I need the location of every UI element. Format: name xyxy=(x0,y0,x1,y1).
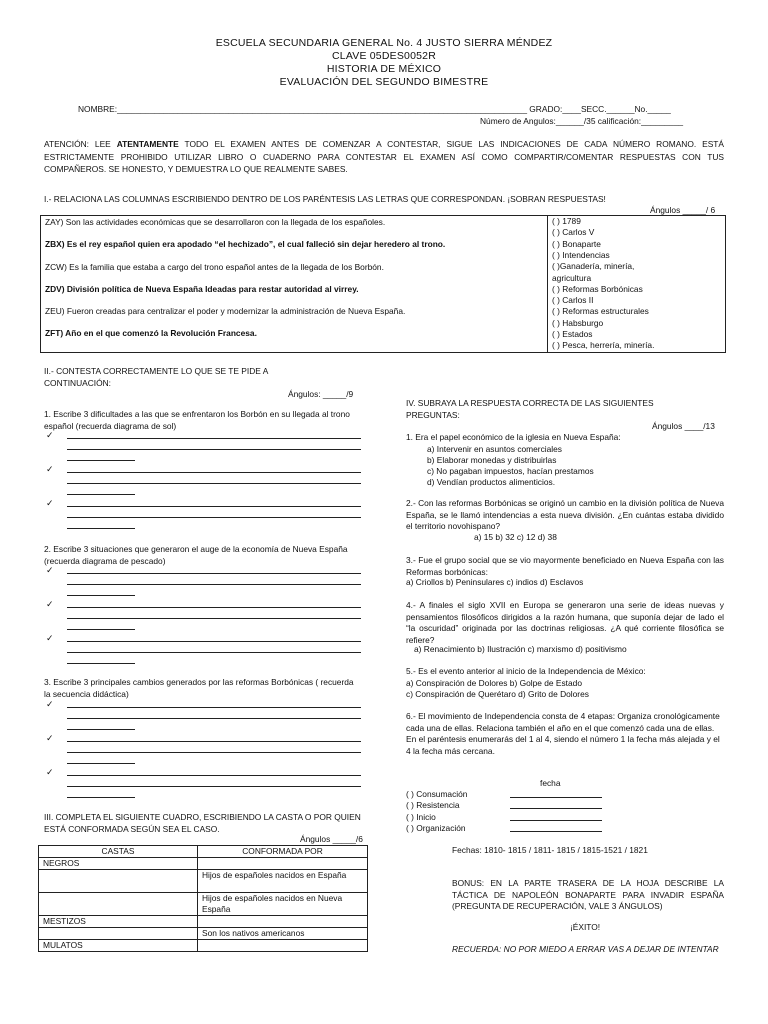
section2-question-3: 3. Escribe 3 principales cambios generados por las reformas Borbónicas ( recuerda la secuencia didáctica) xyxy=(44,677,354,699)
answer-line[interactable] xyxy=(67,595,135,596)
exam-title: EVALUACIÓN DEL SEGUNDO BIMESTRE xyxy=(279,76,489,88)
q1-option: a) Intervenir en asuntos comerciales xyxy=(427,444,562,454)
answer-line[interactable] xyxy=(67,786,361,787)
check-icon: ✓ xyxy=(46,464,54,474)
q1-option: d) Vendían productos alimenticios. xyxy=(427,477,556,487)
section4-question-3: 3.- Fue el grupo social que se vio mayormente beneficiado en Nueva España con las Reformas borbónicas: xyxy=(406,555,724,577)
name-grade-line: NOMBRE:________________________________________________________________________________________ GRADO:____SECC.______No._____ xyxy=(78,104,671,114)
conformada-cell: Hijos de españoles nacidos en España xyxy=(198,870,368,893)
conformada-cell xyxy=(198,940,368,952)
answer-line[interactable] xyxy=(67,528,135,529)
check-icon: ✓ xyxy=(46,733,54,743)
section4-question-5: 5.- Es el evento anterior al inicio de la Independencia de México: xyxy=(406,666,646,676)
section4-question-6: 6.- El movimiento de Independencia consta de 4 etapas: Organiza cronológicamente cada una de ellas. Relaciona también el año en el que comenzó cada una de ellas. En el paréntesis enumerarás del 1 al 4, siendo el número 1 la fecha más alejada y el 4 la fecha más cercana. xyxy=(406,711,720,756)
subject-title: HISTORIA DE MÉXICO xyxy=(326,63,442,75)
q4-options: a) Renacimiento b) Ilustración c) marxismo d) positivismo xyxy=(414,644,627,654)
matching-item: ZAY) Son las actividades económicas que se desarrollaron con la llegada de los españoles. xyxy=(45,217,386,227)
casta-cell: NEGROS xyxy=(39,858,198,870)
q5-options-a: a) Conspiración de Dolores b) Golpe de Estado xyxy=(406,678,582,688)
matching-item: ZCW) Es la familia que estaba a cargo del trono español antes de la llegada de los Borbón. xyxy=(45,262,384,272)
section2-title: II.- CONTESTA CORRECTAMENTE LO QUE SE TE PIDE A CONTINUACIÓN: xyxy=(44,366,268,388)
section2-question-2: 2. Escribe 3 situaciones que generaron el auge de la economía de Nueva España (recuerda diagrama de pescado) xyxy=(44,544,348,566)
option-item: ( ) 1789 xyxy=(552,216,581,226)
score-line: Número de Angulos:______/35 calificación:_________ xyxy=(480,116,684,126)
matching-item: ZBX) Es el rey español quien era apodado “el hechizado”, el cual falleció sin dejar heredero al trono. xyxy=(45,239,446,249)
section4-title: IV. SUBRAYA LA RESPUESTA CORRECTA DE LAS SIGUIENTES PREGUNTAS: xyxy=(406,398,654,420)
answer-line[interactable] xyxy=(67,763,135,764)
answer-line[interactable] xyxy=(67,438,361,439)
q3-options: a) Criollos b) Peninsulares c) indios d) Esclavos xyxy=(406,577,584,587)
option-item: ( ) Estados xyxy=(552,329,593,339)
casta-cell xyxy=(39,870,198,893)
section1-title: I.- RELACIONA LAS COLUMNAS ESCRIBIENDO DENTRO DE LOS PARÉNTESIS LAS LETRAS QUE CORRESPONDAN. ¡SOBRAN RESPUESTAS! xyxy=(44,194,606,204)
answer-line[interactable] xyxy=(67,584,361,585)
fechas-list: Fechas: 1810- 1815 / 1811- 1815 / 1815-1521 / 1821 xyxy=(452,845,648,855)
option-item: ( )Ganadería, minería, xyxy=(552,261,635,272)
check-icon: ✓ xyxy=(46,430,54,440)
stage-item: ( ) Inicio xyxy=(406,812,436,822)
section3-title: III. COMPLETA EL SIGUIENTE CUADRO, ESCRIBIENDO LA CASTA O POR QUIEN ESTÁ CONFORMADA SEGÚN SEA EL CASO. xyxy=(44,812,361,834)
casta-cell: MESTIZOS xyxy=(39,916,198,928)
section4-question-4: 4.- A finales el siglo XVII en Europa se generaron una serie de ideas nuevas y pensamientos filosóficos dirigidos a la razón humana, que suponía dejar de lado el “la oscuridad” originada por las doctrinas religiosas. ¿A qué corriente filosófica se refiere? xyxy=(406,600,724,645)
fecha-blank xyxy=(510,797,602,798)
matching-item: ZFT) Año en el que comenzó la Revolución Francesa. xyxy=(45,328,257,338)
option-item: ( ) Reformas estructurales xyxy=(552,306,649,317)
exito-text: ¡ÉXITO! xyxy=(570,922,601,932)
school-name: ESCUELA SECUNDARIA GENERAL No. 4 JUSTO SIERRA MÉNDEZ xyxy=(215,37,553,49)
answer-line[interactable] xyxy=(67,517,361,518)
answer-line[interactable] xyxy=(67,741,361,742)
answer-line[interactable] xyxy=(67,449,361,450)
casta-cell xyxy=(39,928,198,940)
option-item: ( ) Reformas Borbónicas xyxy=(552,283,643,294)
section1-score: Ángulos _____/ 6 xyxy=(650,205,716,215)
bonus-question: BONUS: EN LA PARTE TRASERA DE LA HOJA DESCRIBE LA TÁCTICA DE NAPOLEÓN BONAPARTE PARA INVADIR ESPAÑA (PREGUNTA DE RECUPERACIÓN, VALE 3 ÁNGULOS) xyxy=(452,878,724,911)
answer-line[interactable] xyxy=(67,460,135,461)
check-icon: ✓ xyxy=(46,565,54,575)
matching-item: ZDV) División política de Nueva España Ideadas para restar autoridad al virrey. xyxy=(45,284,359,294)
casta-cell xyxy=(39,893,198,916)
school-clave: CLAVE 05DES0052R xyxy=(332,50,436,62)
check-icon: ✓ xyxy=(46,599,54,609)
option-item: ( ) Bonaparte xyxy=(552,238,601,249)
answer-line[interactable] xyxy=(67,797,135,798)
answer-line[interactable] xyxy=(67,707,361,708)
option-item: ( ) Habsburgo xyxy=(552,317,604,328)
recuerda-text: RECUERDA: NO POR MIEDO A ERRAR VAS A DEJAR DE INTENTAR xyxy=(452,944,719,954)
fecha-label: fecha xyxy=(540,778,561,788)
section4-score: Ángulos ____/13 xyxy=(652,421,715,431)
answer-line[interactable] xyxy=(67,506,361,507)
q1-option: c) No pagaban impuestos, hacían prestamos xyxy=(427,466,594,476)
fecha-blank xyxy=(510,831,602,832)
answer-line[interactable] xyxy=(67,775,361,776)
matching-item: ZEU) Fueron creadas para centralizar el poder y modernizar la administración de Nueva España. xyxy=(45,306,406,316)
section4-question-2: 2.- Con las reformas Borbónicas se originó un cambio en la división política de Nueva España, se le llamó intendencias a esta nueva división. ¿En cuántas estaba dividido el territorio novohispano? xyxy=(406,498,724,531)
answer-line[interactable] xyxy=(67,573,361,574)
conformada-cell xyxy=(198,916,368,928)
answer-line[interactable] xyxy=(67,494,135,495)
stage-item: ( ) Organización xyxy=(406,823,466,833)
fecha-blank xyxy=(510,808,602,809)
answer-line[interactable] xyxy=(67,641,361,642)
answer-line[interactable] xyxy=(67,607,361,608)
section3-score: Ángulos _____/6 xyxy=(300,834,363,844)
answer-line[interactable] xyxy=(67,752,361,753)
option-item: ( ) Pesca, herrería, minería. xyxy=(552,340,655,351)
option-item: ( ) Carlos II xyxy=(552,295,594,306)
stage-item: ( ) Resistencia xyxy=(406,800,460,810)
answer-line[interactable] xyxy=(67,483,361,484)
answer-line[interactable] xyxy=(67,663,135,664)
section2-question-1: 1. Escribe 3 dificultades a las que se enfrentaron los Borbón en su llegada al trono español (recuerda diagrama de sol) xyxy=(44,409,350,431)
answer-line[interactable] xyxy=(67,729,135,730)
conformada-cell: Hijos de españoles nacidos en Nueva España xyxy=(198,893,368,916)
check-icon: ✓ xyxy=(46,498,54,508)
attention-notice: ATENCIÓN: LEE ATENTAMENTE TODO EL EXAMEN ANTES DE COMENZAR A CONTESTAR, SIGUE LAS INDICACIONES DE CADA NÚMERO ROMANO. ESTÁ ESTRICTAMENTE PROHIBIDO UTILIZAR LIBRO O CUADERNO PARA CONTESTAR EL EXAMEN ASÍ COMO COMPARTIR/COMENTAR RESPUESTAS CON TUS COMPAÑEROS. SE HONESTO, Y DEMUESTRA LO QUE REALMENTE SABES. xyxy=(44,139,724,174)
check-icon: ✓ xyxy=(46,767,54,777)
check-icon: ✓ xyxy=(46,633,54,643)
casta-cell: MULATOS xyxy=(39,940,198,952)
check-icon: ✓ xyxy=(46,699,54,709)
section4-question-1: 1. Era el papel económico de la iglesia en Nueva España: xyxy=(406,432,621,442)
q2-options: a) 15 b) 32 c) 12 d) 38 xyxy=(474,532,557,542)
q1-option: b) Elaborar monedas y distribuirlas xyxy=(427,455,557,465)
answer-line[interactable] xyxy=(67,652,361,653)
conformada-header: CONFORMADA POR xyxy=(198,846,368,858)
option-item: ( ) Intendencias xyxy=(552,249,610,260)
option-item: agricultura xyxy=(552,272,592,283)
answer-line[interactable] xyxy=(67,629,135,630)
answer-line[interactable] xyxy=(67,618,361,619)
stage-item: ( ) Consumación xyxy=(406,789,468,799)
castas-table xyxy=(38,845,368,952)
castas-header: CASTAS xyxy=(39,846,198,858)
section2-score: Ángulos: _____/9 xyxy=(288,389,354,399)
matching-table xyxy=(40,215,726,353)
fecha-blank xyxy=(510,820,602,821)
matching-right-column xyxy=(548,216,726,353)
option-item: ( ) Carlos V xyxy=(552,227,595,238)
answer-line[interactable] xyxy=(67,472,361,473)
conformada-cell xyxy=(198,858,368,870)
answer-line[interactable] xyxy=(67,718,361,719)
matching-left-column xyxy=(41,216,548,353)
q5-options-b: c) Conspiración de Querétaro d) Grito de Dolores xyxy=(406,689,589,699)
conformada-cell: Son los nativos americanos xyxy=(198,928,368,940)
